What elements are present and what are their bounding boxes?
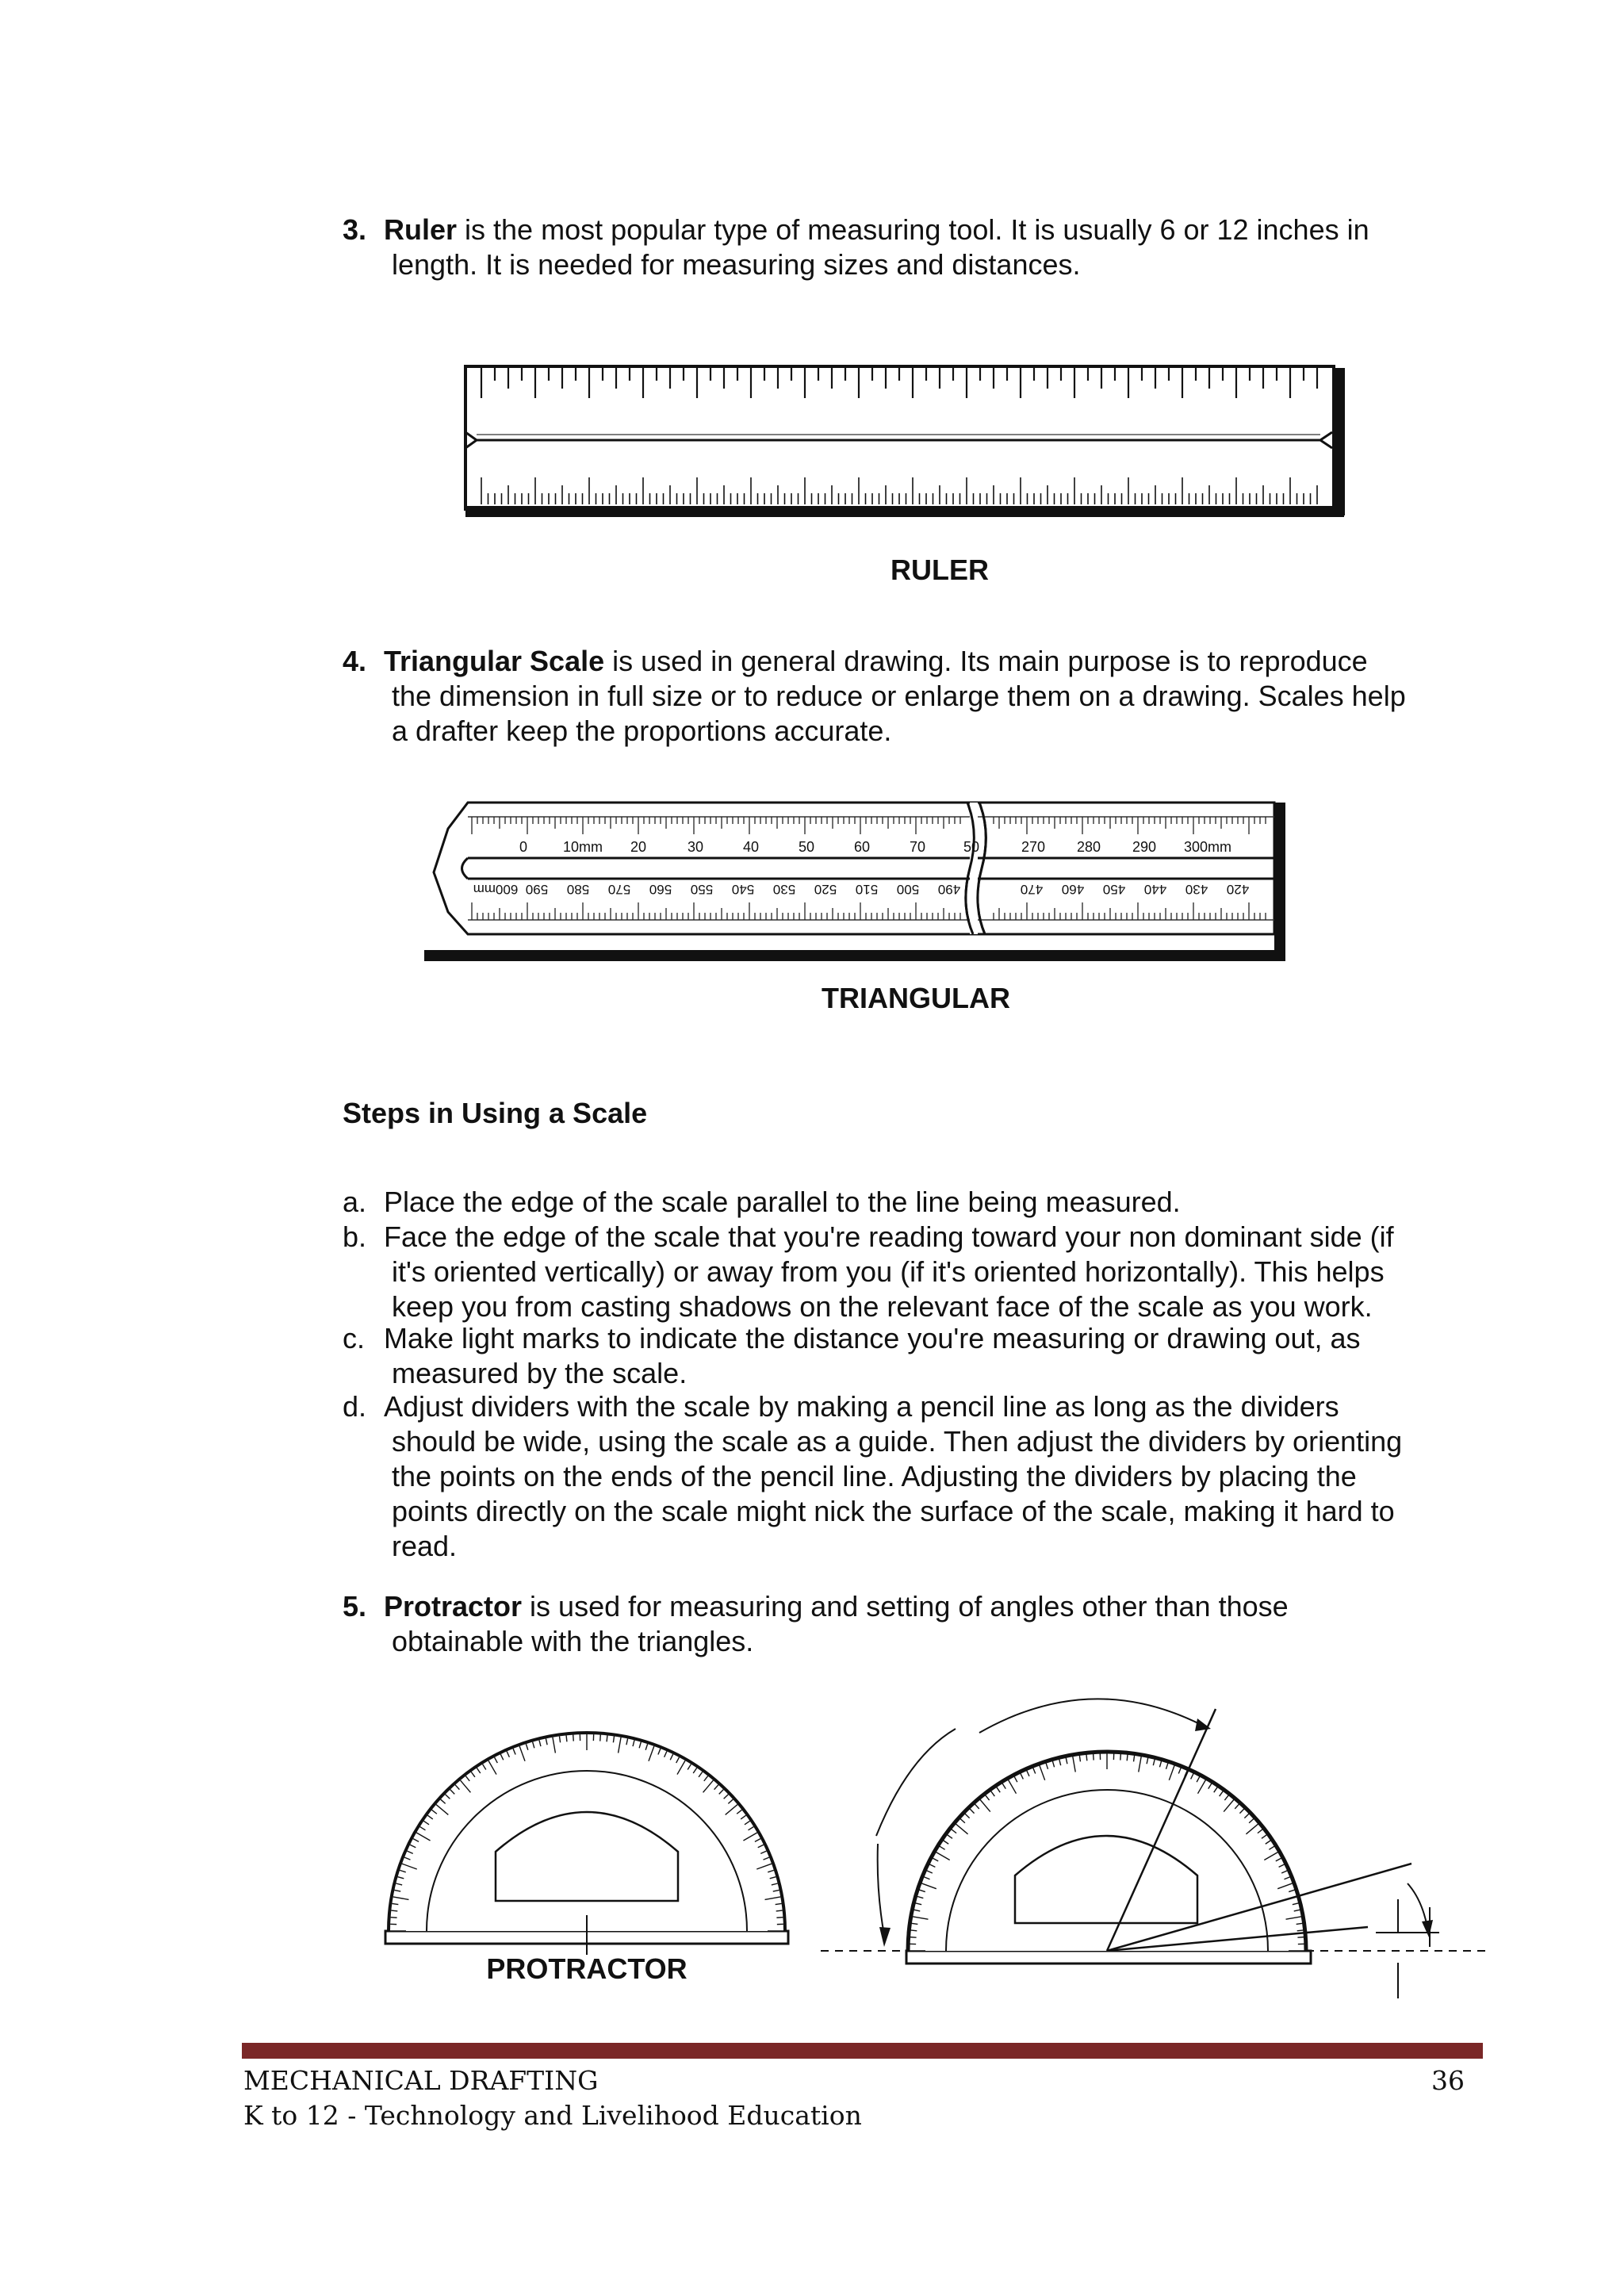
item-protractor-line1 xyxy=(343,1589,1453,1624)
triangular-scale-illustration xyxy=(424,793,1312,971)
step-a-text: Place the edge of the scale parallel to the line being measured. xyxy=(384,1186,1181,1218)
step-c-label: c. xyxy=(343,1322,366,1354)
step-a xyxy=(343,1185,1469,1220)
step-b-label: b. xyxy=(343,1220,367,1253)
item-ruler-line1 xyxy=(343,213,1453,247)
triangular-bottom-label: 500 xyxy=(896,882,920,897)
triangular-top-label: 20 xyxy=(630,839,647,855)
triangular-bottom-label: 590 xyxy=(525,882,549,897)
triangular-bottom-label: 560 xyxy=(649,882,672,897)
triangular-top-label: 280 xyxy=(1076,839,1101,855)
triangular-bottom-label: 570 xyxy=(607,882,631,897)
step-d-text3: the points on the ends of the pencil line. Adjusting the dividers by placing the xyxy=(392,1460,1357,1492)
item-protractor-text2: obtainable with the triangles. xyxy=(392,1625,754,1657)
triangular-bottom-label: 540 xyxy=(731,882,755,897)
item-triangular-number: 4. xyxy=(343,645,367,677)
item-protractor-term: Protractor xyxy=(384,1590,523,1623)
triangular-bottom-label: 420 xyxy=(1226,882,1250,897)
triangular-bottom-label: 580 xyxy=(566,882,590,897)
footer-subtitle: K to 12 - Technology and Livelihood Education xyxy=(243,2100,862,2131)
footer-title: MECHANICAL DRAFTING xyxy=(243,2065,599,2096)
step-d-label: d. xyxy=(343,1390,367,1423)
steps-heading: Steps in Using a Scale xyxy=(343,1097,648,1129)
step-c xyxy=(343,1321,1469,1391)
step-d-line1 xyxy=(343,1389,1469,1424)
triangular-top-label: 50 xyxy=(963,839,980,855)
item-triangular-text1: is used in general drawing. Its main purpose is to reproduce xyxy=(604,645,1368,677)
triangular-top-label: 30 xyxy=(687,839,704,855)
step-b-text2: it's oriented vertically) or away from you (if it's oriented horizontally). This helps xyxy=(392,1255,1385,1288)
step-d-text5: read. xyxy=(392,1530,458,1562)
triangular-bottom-label: 530 xyxy=(772,882,796,897)
triangular-top-label: 60 xyxy=(853,839,871,855)
item-ruler-term: Ruler xyxy=(384,213,458,246)
item-ruler xyxy=(343,213,1453,282)
item-ruler-text1: is the most popular type of measuring tool. It is usually 6 or 12 inches in xyxy=(457,213,1369,246)
step-d-text2: should be wide, using the scale as a guide. Then adjust the dividers by orienting xyxy=(392,1425,1403,1458)
triangular-top-label: 0 xyxy=(519,839,528,855)
step-b-line1 xyxy=(343,1220,1469,1255)
triangular-caption: TRIANGULAR xyxy=(822,982,1010,1014)
triangular-bottom-label: 460 xyxy=(1061,882,1085,897)
triangular-top-label: 70 xyxy=(909,839,926,855)
triangular-top-label: 50 xyxy=(798,839,815,855)
step-a-label: a. xyxy=(343,1186,367,1218)
footer-bar xyxy=(242,2043,1483,2059)
triangular-top-label: 10mm xyxy=(562,839,603,855)
triangular-bottom-label: 430 xyxy=(1185,882,1208,897)
triangular-bottom-label: 470 xyxy=(1020,882,1044,897)
item-triangular xyxy=(343,644,1453,749)
ruler-illustration xyxy=(464,365,1352,519)
item-triangular-term: Triangular Scale xyxy=(384,645,605,677)
triangular-bottom-label: 600mm xyxy=(473,882,519,897)
item-ruler-text2: length. It is needed for measuring sizes and distances. xyxy=(392,248,1081,281)
item-triangular-text3: a drafter keep the proportions accurate. xyxy=(392,715,892,747)
step-c-line1 xyxy=(343,1321,1469,1356)
ruler-caption: RULER xyxy=(891,554,989,586)
item-protractor xyxy=(343,1589,1453,1659)
step-d-text4: points directly on the scale might nick the surface of the scale, making it hard to xyxy=(392,1495,1395,1527)
triangular-top-label: 270 xyxy=(1021,839,1046,855)
step-c-text1: Make light marks to indicate the distance you're measuring or drawing out, as xyxy=(384,1322,1361,1354)
step-b-text3: keep you from casting shadows on the relevant face of the scale as you work. xyxy=(392,1290,1373,1323)
protractor-illustration-right xyxy=(821,1685,1487,2018)
step-b xyxy=(343,1220,1469,1324)
triangular-top-label: 300mm xyxy=(1183,839,1232,855)
triangular-bottom-label: 440 xyxy=(1143,882,1167,897)
step-a-line1 xyxy=(343,1185,1469,1220)
step-c-text2: measured by the scale. xyxy=(392,1357,688,1389)
footer-page-number: 36 xyxy=(1431,2065,1465,2096)
item-triangular-line1 xyxy=(343,644,1453,679)
item-triangular-text2: the dimension in full size or to reduce or enlarge them on a drawing. Scales help xyxy=(392,680,1406,712)
protractor-illustration-left xyxy=(381,1717,793,1955)
step-d xyxy=(343,1389,1469,1564)
triangular-bottom-label: 550 xyxy=(690,882,714,897)
triangular-top-label: 290 xyxy=(1132,839,1157,855)
triangular-bottom-label: 520 xyxy=(814,882,837,897)
step-b-text1: Face the edge of the scale that you're reading toward your non dominant side (if xyxy=(384,1220,1394,1253)
step-d-text1: Adjust dividers with the scale by making a pencil line as long as the dividers xyxy=(384,1390,1339,1423)
triangular-bottom-label: 450 xyxy=(1102,882,1126,897)
protractor-caption: PROTRACTOR xyxy=(486,1952,688,1985)
triangular-bottom-label: 510 xyxy=(855,882,879,897)
triangular-top-label: 40 xyxy=(742,839,760,855)
item-protractor-number: 5. xyxy=(343,1590,367,1623)
triangular-bottom-label: 490 xyxy=(937,882,961,897)
item-ruler-number: 3. xyxy=(343,213,367,246)
item-protractor-text1: is used for measuring and setting of angles other than those xyxy=(522,1590,1289,1623)
